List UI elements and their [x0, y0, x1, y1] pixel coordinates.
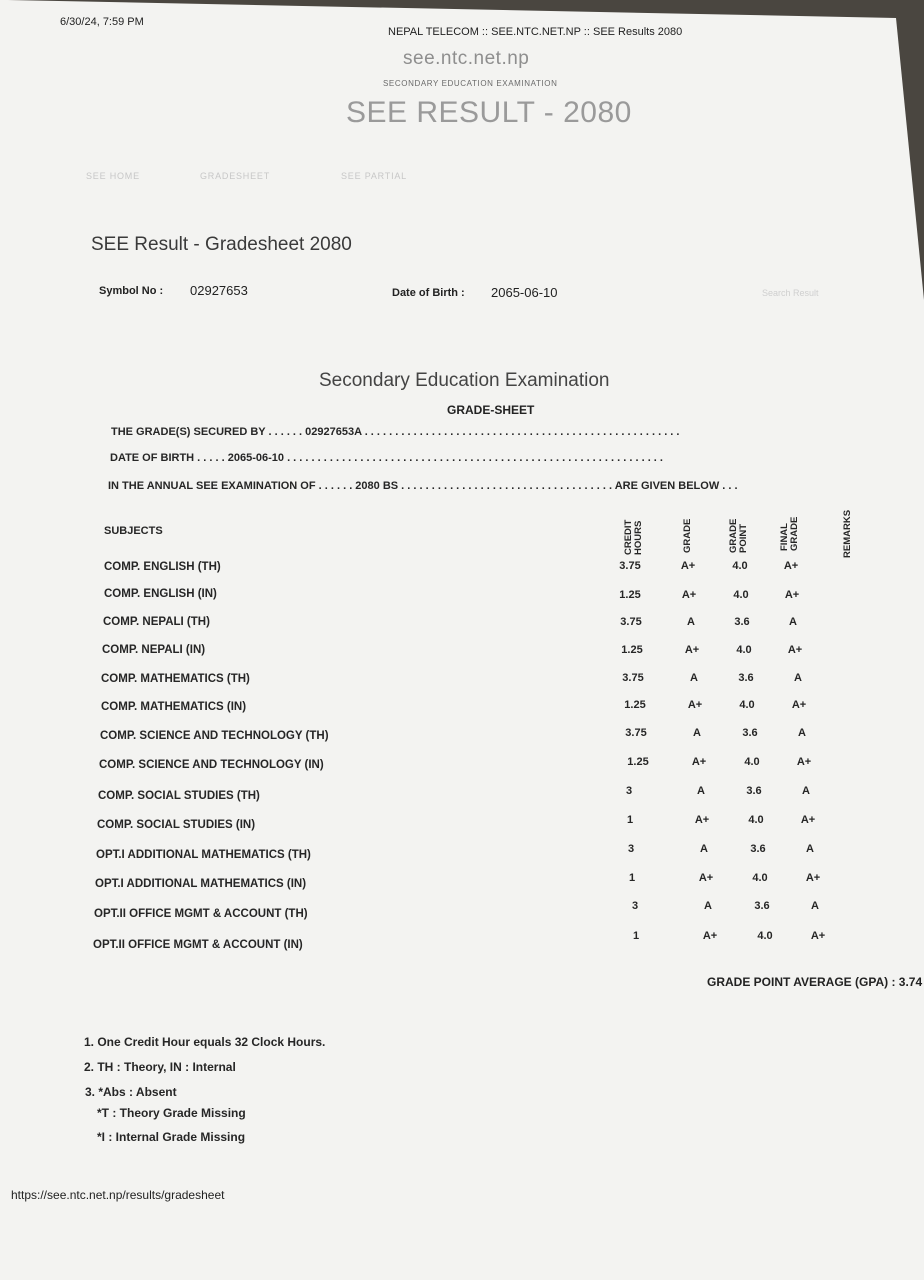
note-th-in: 2. TH : Theory, IN : Internal [84, 1060, 236, 1074]
dob-label: Date of Birth : [392, 287, 465, 299]
cell-grade: A [687, 616, 695, 628]
cell-grade-point: 4.0 [748, 814, 764, 826]
cell-credit-hours: 3 [625, 785, 633, 797]
subject-name: COMP. NEPALI (TH) [103, 616, 210, 628]
nav-gradesheet-link[interactable]: GRADESHEET [200, 171, 271, 181]
cell-grade: A+ [681, 589, 697, 601]
cell-final-grade: A [806, 843, 814, 855]
col-remarks-label: REMARKS [842, 509, 853, 558]
note-theory-missing: *T : Theory Grade Missing [97, 1106, 246, 1120]
cell-grade: A+ [694, 814, 710, 826]
cell-grade-point: 3.6 [742, 727, 758, 739]
cell-grade-point: 4.0 [736, 644, 752, 656]
gradesheet-title: Secondary Education Examination [319, 370, 610, 391]
col-grade-point [729, 519, 749, 553]
cell-grade-point: 4.0 [732, 560, 748, 572]
subject-name: COMP. SCIENCE AND TECHNOLOGY (IN) [99, 759, 324, 771]
site-subtitle: SECONDARY EDUCATION EXAMINATION [383, 79, 558, 88]
cell-grade-point: 3.6 [746, 785, 762, 797]
subject-name: COMP. MATHEMATICS (IN) [101, 701, 247, 713]
exam-line: IN THE ANNUAL SEE EXAMINATION OF . . . . . . 2080 BS . . . . . . . . . . . . . . . . . . . . . . . . . . . . . . . . . . . ARE GIVEN BELOW . . . [108, 480, 738, 492]
cell-final-grade: A [794, 672, 802, 684]
col-final-grade-line2: GRADE [789, 516, 800, 551]
cell-grade: A+ [684, 644, 700, 656]
note-internal-missing: *I : Internal Grade Missing [97, 1130, 246, 1144]
cell-credit-hours: 1 [632, 930, 640, 942]
symbol-no-input[interactable]: 02927653 [190, 283, 248, 298]
cell-grade: A+ [702, 930, 718, 942]
site-domain: see.ntc.net.np [403, 48, 530, 69]
col-grade [683, 519, 693, 553]
secured-by-line: THE GRADE(S) SECURED BY . . . . . . 02927653A . . . . . . . . . . . . . . . . . . . . . . . . . . . . . . . . . . . . . . . . . . . . . . . . . . . . [111, 426, 680, 438]
col-credit-hours-line2: HOURS [633, 520, 644, 555]
cell-credit-hours: 1.25 [619, 589, 641, 601]
cell-grade-point: 3.6 [734, 616, 750, 628]
cell-grade: A [700, 843, 708, 855]
subject-name: COMP. SCIENCE AND TECHNOLOGY (TH) [100, 730, 329, 742]
cell-grade: A [690, 672, 698, 684]
cell-credit-hours: 3.75 [620, 616, 642, 628]
col-grade-point-line1: GRADE [728, 518, 739, 553]
col-credit-hours-line1: CREDIT [623, 519, 634, 555]
col-grade-point-line2: POINT [738, 523, 749, 553]
cell-final-grade: A+ [796, 756, 812, 768]
print-timestamp: 6/30/24, 7:59 PM [60, 16, 144, 28]
cell-credit-hours: 1.25 [627, 756, 649, 768]
cell-final-grade: A+ [800, 814, 816, 826]
cell-credit-hours: 3.75 [625, 727, 647, 739]
search-result-button[interactable]: Search Result [762, 288, 819, 298]
cell-final-grade: A+ [791, 699, 807, 711]
col-grade-label: GRADE [682, 518, 693, 553]
cell-grade: A+ [698, 872, 714, 884]
cell-credit-hours: 3 [627, 843, 635, 855]
cell-credit-hours: 1 [626, 814, 634, 826]
cell-final-grade: A+ [805, 872, 821, 884]
cell-grade-point: 4.0 [733, 589, 749, 601]
cell-grade: A [693, 727, 701, 739]
cell-grade-point: 3.6 [750, 843, 766, 855]
symbol-no-label: Symbol No : [99, 285, 164, 297]
cell-credit-hours: 3 [631, 900, 639, 912]
cell-final-grade: A+ [784, 589, 800, 601]
subject-name: COMP. ENGLISH (TH) [104, 561, 221, 573]
cell-grade: A+ [691, 756, 707, 768]
subject-name: COMP. ENGLISH (IN) [104, 588, 217, 600]
cell-final-grade: A [789, 616, 797, 628]
cell-grade: A [704, 900, 712, 912]
subject-name: OPT.I ADDITIONAL MATHEMATICS (IN) [95, 878, 307, 890]
print-url: https://see.ntc.net.np/results/gradesheet [11, 1188, 225, 1202]
subject-name: COMP. SOCIAL STUDIES (IN) [97, 819, 256, 831]
cell-final-grade: A+ [810, 930, 826, 942]
cell-grade: A+ [687, 699, 703, 711]
cell-credit-hours: 1 [628, 872, 636, 884]
subject-name: COMP. SOCIAL STUDIES (TH) [98, 790, 260, 802]
dob-input[interactable]: 2065-06-10 [491, 285, 558, 300]
cell-credit-hours: 1.25 [624, 699, 646, 711]
cell-credit-hours: 3.75 [622, 672, 644, 684]
gradesheet-subtitle: GRADE-SHEET [447, 403, 535, 417]
cell-credit-hours: 3.75 [619, 560, 641, 572]
cell-grade: A+ [680, 560, 696, 572]
subject-name: OPT.I ADDITIONAL MATHEMATICS (TH) [96, 849, 311, 861]
cell-grade-point: 3.6 [738, 672, 754, 684]
col-credit-hours [624, 520, 644, 555]
cell-grade-point: 4.0 [757, 930, 773, 942]
result-banner: SEE RESULT - 2080 [346, 96, 632, 129]
cell-final-grade: A+ [787, 644, 803, 656]
col-final-grade-line1: FINAL [779, 523, 790, 551]
cell-grade: A [697, 785, 705, 797]
nav-see-partial-link[interactable]: SEE PARTIAL [341, 171, 407, 181]
subject-name: OPT.II OFFICE MGMT & ACCOUNT (TH) [94, 908, 308, 920]
cell-final-grade: A [802, 785, 810, 797]
gpa-line: GRADE POINT AVERAGE (GPA) : 3.74 [707, 975, 923, 989]
cell-grade-point: 4.0 [752, 872, 768, 884]
nav-see-home-link[interactable]: SEE HOME [86, 171, 140, 181]
col-remarks [843, 510, 853, 558]
col-subjects: SUBJECTS [104, 525, 163, 537]
cell-grade-point: 4.0 [739, 699, 755, 711]
gradesheet-heading: SEE Result - Gradesheet 2080 [91, 234, 352, 255]
date-of-birth-line: DATE OF BIRTH . . . . . 2065-06-10 . . . . . . . . . . . . . . . . . . . . . . . . . . . . . . . . . . . . . . . . . . . . . . . . . . . . . . . . . . . . . . [110, 452, 663, 464]
col-final-grade [780, 517, 800, 551]
cell-credit-hours: 1.25 [621, 644, 643, 656]
note-absent: 3. *Abs : Absent [85, 1085, 177, 1099]
subject-name: OPT.II OFFICE MGMT & ACCOUNT (IN) [93, 939, 303, 951]
cell-final-grade: A [811, 900, 819, 912]
note-credit-hour: 1. One Credit Hour equals 32 Clock Hours. [84, 1035, 326, 1049]
cell-grade-point: 4.0 [744, 756, 760, 768]
print-page-title: NEPAL TELECOM :: SEE.NTC.NET.NP :: SEE Results 2080 [388, 26, 683, 38]
subject-name: COMP. MATHEMATICS (TH) [101, 673, 250, 685]
cell-final-grade: A+ [783, 560, 799, 572]
subject-name: COMP. NEPALI (IN) [102, 644, 206, 656]
cell-grade-point: 3.6 [754, 900, 770, 912]
cell-final-grade: A [798, 727, 806, 739]
